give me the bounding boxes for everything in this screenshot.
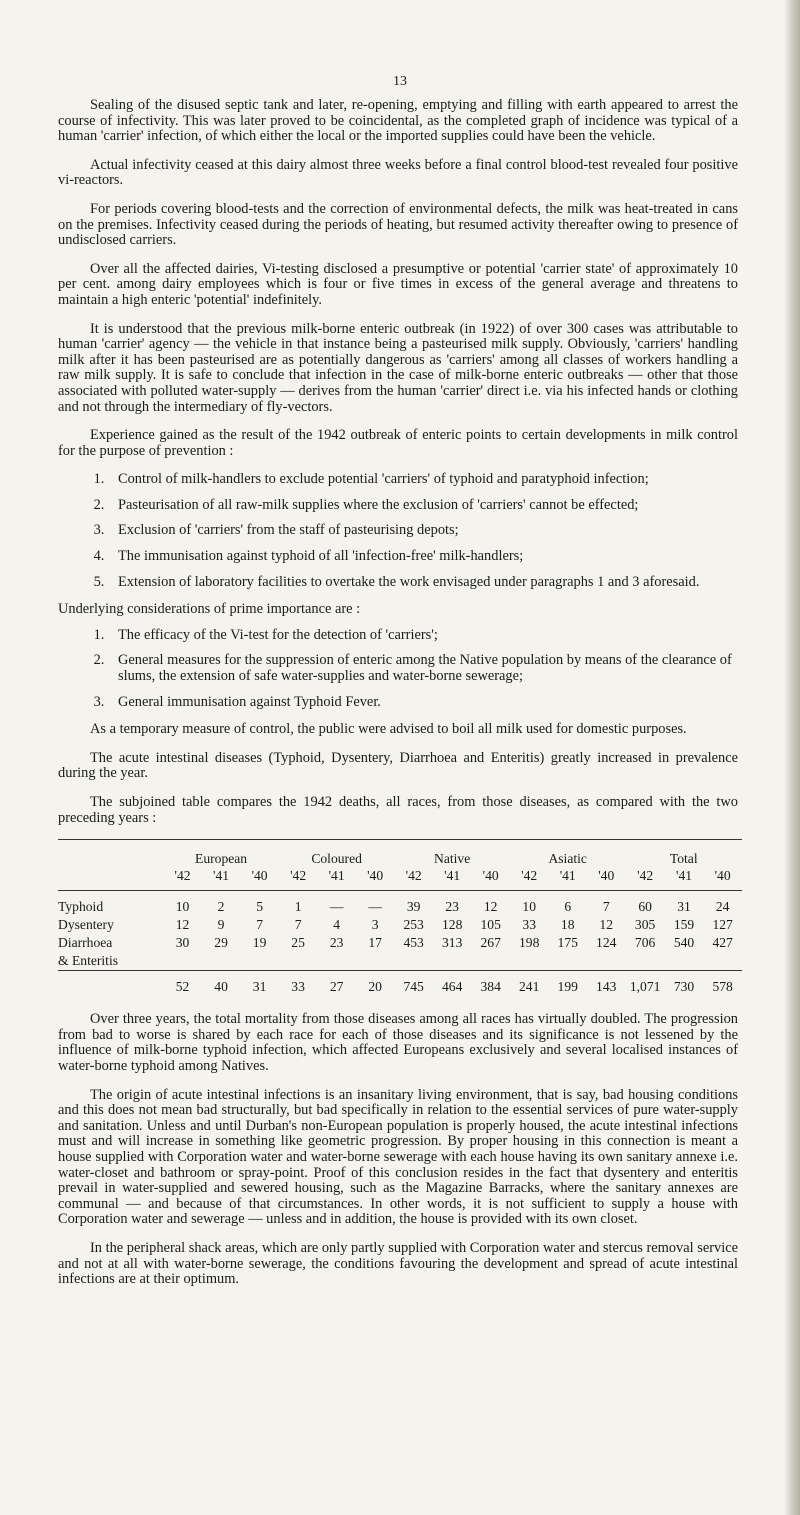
- list-item: 2. General measures for the suppression of enteric among the Native population by means of the clearance of slums, the extension of safe water-supplies and water-borne sewerage;: [108, 653, 738, 684]
- total-cell: 464: [433, 971, 472, 997]
- year-header: '40: [587, 867, 626, 891]
- table-cell: 25: [291, 935, 305, 951]
- paragraph-boil-milk: As a temporary measure of control, the public were advised to boil all milk used for domestic purposes.: [90, 721, 687, 738]
- total-cell: 241: [510, 971, 549, 997]
- table-cell: 453: [403, 935, 424, 951]
- table-cell: 198: [519, 935, 540, 951]
- group-header: European: [195, 851, 248, 867]
- total-cell: 578: [703, 971, 742, 997]
- table-cell: —: [368, 899, 382, 915]
- row-label: Diarrhoea: [58, 935, 113, 951]
- year-header: '41: [202, 867, 241, 891]
- year-header: '42: [279, 867, 318, 891]
- table-cell: 305: [634, 917, 656, 933]
- paragraph-mortality: Over three years, the total mortality from those diseases among all races has virtually doubled. The progression from bad to worse is shared by each race for each of those diseases and its significance is not lessened by the influence of milk-borne typhoid infection, which affected Europeans exclusively and several localised instances of water-borne typhoid among Natives.: [58, 1011, 738, 1074]
- table-cell: 9: [217, 917, 225, 933]
- year-header: '40: [471, 867, 510, 891]
- table-cell: 30: [175, 935, 190, 951]
- table-cell: 127: [712, 917, 733, 933]
- table-cell: 12: [175, 917, 190, 933]
- table-row: [58, 916, 742, 934]
- total-cell: 384: [471, 971, 510, 997]
- table-cell: 10: [175, 899, 190, 915]
- paragraph-previous-outbreak: It is understood that the previous milk-borne enteric outbreak (in 1922) of over 300 cases was attributable to human 'carrier' agency — the vehicle in that instance being a pasteurised milk supply. Obviously, 'carriers' handling milk after it has been pasteurised are as potentially dangerous as 'carriers' among all classes of workers handling a raw milk supply. It is safe to conclude that infection in the case of milk-borne enteric outbreaks — other that those associated with polluted water-supply — derives from the human 'carrier' direct i.e. via his infected hands or clothing and not through the intermediary of fly-vectors.: [58, 320, 738, 415]
- list-item: 4. The immunisation against typhoid of all 'infection-free' milk-handlers;: [108, 549, 738, 565]
- table-cell: 128: [441, 917, 463, 933]
- table-cell: 6: [564, 899, 572, 915]
- list-item: 1. The efficacy of the Vi-test for the detection of 'carriers';: [108, 628, 738, 644]
- paragraph-acute-diseases: The acute intestinal diseases (Typhoid, Dysentery, Diarrhoea and Enteritis) greatly increased in prevalence during the year.: [58, 749, 738, 782]
- table-cell: 5: [256, 899, 263, 915]
- table-cell: 29: [214, 935, 228, 951]
- total-cell: 745: [394, 971, 433, 997]
- page-number: 13: [393, 74, 407, 89]
- year-header: '40: [703, 867, 742, 891]
- group-header: Coloured: [311, 851, 362, 867]
- table-cell: 7: [602, 899, 610, 915]
- paragraph-septic-tank: Sealing of the disused septic tank and later, re-opening, emptying and filling with earth appeared to arrest the course of infectivity. This was later proved to be coincidental, as the completed graph of incidence was typical of a human 'carrier' infection, of which either the local or the imported supplies could have been the vehicle.: [58, 97, 738, 145]
- table-cell: 12: [483, 899, 498, 915]
- year-header: '40: [240, 867, 279, 891]
- total-cell: 31: [240, 971, 279, 997]
- year-header: '41: [317, 867, 356, 891]
- year-header: '40: [356, 867, 395, 891]
- year-header: '42: [510, 867, 549, 891]
- year-header: '41: [665, 867, 704, 891]
- list-item: 3. Exclusion of 'carriers' from the staff of pasteurising depots;: [108, 523, 738, 539]
- table-cell: 267: [480, 935, 501, 951]
- paragraph-origin: The origin of acute intestinal infections is an insanitary living environment, that is say, bad housing conditions and this does not mean bad structurally, but bad specifically in relation to the essential services of pure water-supply and sanitation. Unless and until Durban's non-European population is properly housed, the acute intestinal infections must and will increase in something like geometric progression. By proper housing in this connection is meant a house supplied with Corporation water and water-borne sewerage with each house having its own sanitary annexe i.e. water-closet and bathroom or spray-point. Proof of this conclusion resides in the fact that dysentery and enteritis prevail in water-supplied and sewered housing, such as the Magazine Barracks, where the sanitary annexes are communal — and because of that circumstances. In other words, it is not sufficient to supply a house with Corporation water and sewerage — unless and in addition, the house is provided with its own closet.: [58, 1086, 738, 1228]
- table-cell: 18: [560, 917, 575, 933]
- list-item: 2. Pasteurisation of all raw-milk supplies where the exclusion of 'carriers' cannot be effected;: [108, 498, 738, 514]
- considerations-list: [58, 628, 738, 710]
- table-cell: 124: [596, 935, 617, 951]
- page-edge-shadow: [784, 0, 800, 1515]
- year-header: '41: [433, 867, 472, 891]
- table-cell: 23: [329, 935, 344, 951]
- table-row-continuation: [58, 952, 742, 971]
- table-cell: 253: [403, 917, 424, 933]
- row-label: Typhoid: [58, 899, 104, 915]
- table-cell: 706: [634, 935, 656, 951]
- paragraph-table-intro: The subjoined table compares the 1942 deaths, all races, from those diseases, as compared with the two preceding years :: [58, 794, 738, 826]
- table-cell: 24: [715, 899, 730, 915]
- paragraph-experience: Experience gained as the result of the 1942 outbreak of enteric points to certain developments in milk control for the purpose of prevention :: [58, 427, 738, 459]
- table-cell: 1: [294, 899, 302, 915]
- table-cell: 12: [599, 917, 614, 933]
- group-header: Native: [434, 851, 471, 867]
- group-header: Asiatic: [548, 851, 587, 867]
- table-cell: 7: [256, 917, 263, 933]
- table-cell: 159: [673, 917, 695, 933]
- total-cell: 199: [548, 971, 587, 997]
- total-cell: 20: [356, 971, 395, 997]
- table-cell: 10: [522, 899, 536, 915]
- total-cell: 1,071: [625, 971, 664, 997]
- row-label-continuation: & Enteritis: [58, 953, 119, 969]
- table-cell: 175: [557, 935, 578, 951]
- table-cell: —: [329, 899, 344, 915]
- table-cell: 7: [294, 917, 302, 933]
- year-header: '42: [163, 867, 202, 891]
- paragraph-infectivity-ceased: Actual infectivity ceased at this dairy almost three weeks before a final control blood-test revealed four positive vi-reactors.: [58, 156, 738, 189]
- total-cell: 33: [279, 971, 318, 997]
- totals-row: [58, 971, 742, 997]
- list-item: 3. General immunisation against Typhoid Fever.: [108, 695, 738, 711]
- table-row: [58, 891, 742, 917]
- table-cell: 33: [522, 917, 536, 933]
- table-cell: 540: [673, 935, 695, 951]
- table-cell: 19: [252, 935, 267, 951]
- table-cell: 2: [217, 899, 225, 915]
- paragraph-shack-areas: In the peripheral shack areas, which are only partly supplied with Corporation water and stercus removal service and not at all with water-borne sewerage, the conditions favouring the development and spread of acute intestinal infections are at their optimum.: [58, 1239, 738, 1288]
- deaths-table: [58, 839, 742, 996]
- table-cell: 4: [333, 917, 341, 933]
- total-cell: 52: [163, 971, 202, 997]
- table-cell: 105: [480, 917, 501, 933]
- table-cell: 17: [368, 935, 382, 951]
- row-label: Dysentery: [58, 917, 114, 933]
- table-cell: 3: [371, 917, 379, 933]
- year-header: '41: [548, 867, 587, 891]
- list-item: 1. Control of milk-handlers to exclude potential 'carriers' of typhoid and paratyphoid infection;: [108, 472, 738, 488]
- table-cell: 427: [712, 935, 733, 951]
- total-cell: 730: [665, 971, 704, 997]
- table-cell: 23: [445, 899, 459, 915]
- list-item: 5. Extension of laboratory facilities to overtake the work envisaged under paragraphs 1 and 3 aforesaid.: [108, 575, 738, 591]
- table-cell: 39: [406, 899, 421, 915]
- table-cell: 31: [677, 899, 691, 915]
- paragraph-vi-testing: Over all the affected dairies, Vi-testing disclosed a presumptive or potential 'carrier state' of approximately 10 per cent. among dairy employees which is four or five times in excess of the general average and threatens to maintain a high enteric 'potential' indefinitely.: [58, 260, 738, 308]
- year-header: '42: [394, 867, 433, 891]
- table-row: [58, 934, 742, 952]
- group-header: Total: [669, 851, 698, 867]
- prevention-measures-list: [58, 472, 738, 590]
- paragraph-heat-treatment: For periods covering blood-tests and the correction of environmental defects, the milk was heat-treated in cans on the premises. Infectivity ceased during the periods of heating, but resumed activity thereafter owing to presence of undisclosed carriers.: [58, 200, 738, 249]
- paragraph-underlying: Underlying considerations of prime importance are :: [58, 601, 361, 618]
- year-header: '42: [625, 867, 664, 891]
- total-cell: 27: [317, 971, 356, 997]
- table-cell: 313: [441, 935, 463, 951]
- total-cell: 143: [587, 971, 626, 997]
- total-cell: 40: [202, 971, 241, 997]
- table-cell: 60: [638, 899, 652, 915]
